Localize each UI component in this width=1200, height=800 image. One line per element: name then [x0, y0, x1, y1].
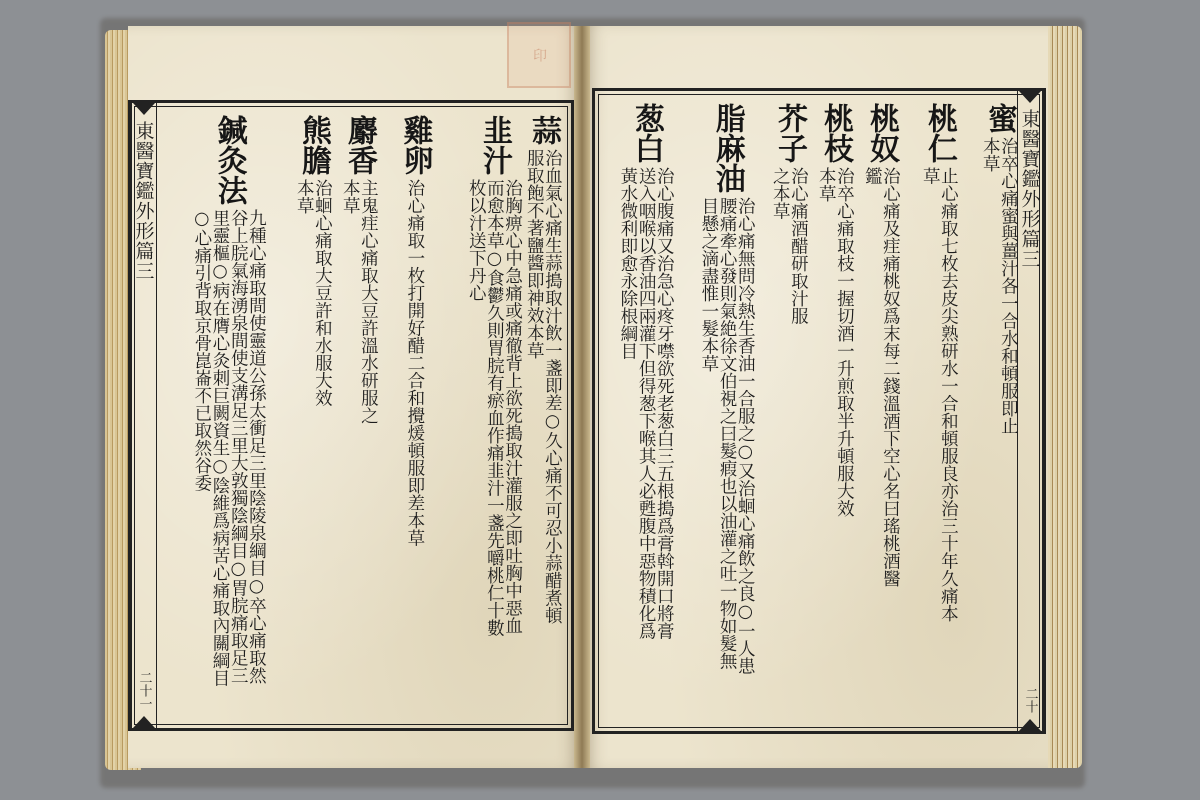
left-running-title: 東醫寶鑑外形篇三 — [132, 121, 155, 281]
entry-text: 治血氣心痛生蒜搗取汁飲一盞即差○久心痛不可忍小蒜醋煮頓服取飽不著鹽醬即神效本草 — [524, 149, 563, 624]
book-gutter — [574, 26, 590, 768]
entry-heading: 雞卵 — [397, 115, 433, 175]
entry-text: 治心痛無問冷熱生香油一合服之○又治蛔心痛飲之良○一人患腰痛牽心發則氣絶徐文伯視之曰髮瘕也以油灌之吐一物如髮無目懸之滴盡惟一髮本草 — [698, 197, 756, 675]
entry-column — [467, 115, 522, 649]
entry-column — [863, 103, 899, 587]
entry-text: 治蛔心痛取大豆許和水服大效本草 — [294, 179, 333, 407]
entry-text: 治心腹痛又治急心疼牙噤欲死老葱白三五根搗爲膏斡開口將膏送入咽喉以香油四兩灌下但得葱下喉其人必甦腹中惡物積化爲黃水微利即愈永除根綱目 — [617, 167, 675, 640]
right-page-number: 二十 — [1022, 687, 1038, 713]
left-page-frame — [128, 100, 574, 731]
fishtail-mark — [133, 103, 155, 115]
fishtail-mark — [1019, 719, 1041, 731]
right-running-title: 東醫寶鑑外形篇三 — [1018, 109, 1041, 269]
entry-column — [525, 115, 561, 629]
entry-heading: 鍼灸法 — [211, 115, 247, 205]
entry-heading: 芥子 — [771, 103, 807, 163]
entry-column — [399, 115, 431, 599]
entry-text: 治心痛酒醋研取汁服之本草 — [770, 167, 809, 325]
entry-column — [771, 103, 807, 327]
entry-heading: 葱白 — [628, 103, 664, 163]
entry-heading: 蒜 — [525, 115, 561, 145]
entry-column — [817, 103, 853, 527]
entry-heading: 脂麻油 — [709, 103, 745, 193]
entry-heading: 桃枝 — [817, 103, 853, 163]
left-page-number: 二十一 — [136, 671, 152, 710]
entry-heading: 韭汁 — [477, 115, 513, 175]
entry-column — [165, 115, 293, 689]
library-seal: 印 — [507, 22, 571, 88]
entry-column — [607, 103, 685, 647]
entry-text: 九種心痛取間使靈道公孫太衝足三里陰陵泉綱目○卒心痛取然谷上脘氣海湧泉間使支溝足三里大敦獨陰綱目○胃脘痛取足三里靈樞○病在膺心灸刺巨闕資生○陰維爲病苦心痛取內關綱目○心痛引背取京骨崑崙不已取然谷委 — [191, 209, 267, 687]
entry-text: 治卒心痛蜜與薑汁各一合水和頓服即止本草 — [980, 137, 1019, 435]
entry-column — [921, 103, 957, 627]
entry-text: 治心痛及疰痛桃奴爲末每二錢溫酒下空心名曰瑤桃酒醫鑑 — [862, 167, 901, 587]
entry-text: 治卒心痛取枝一握切酒一升煎取半升頓服大效本草 — [816, 167, 855, 517]
fishtail-mark — [133, 716, 155, 728]
entry-heading: 麝香 — [341, 115, 377, 175]
entry-column — [981, 103, 1017, 437]
entry-text: 治心痛取一枚打開好醋二合和攪煖頓服即差本草 — [404, 179, 425, 547]
right-page-frame — [592, 88, 1046, 734]
entry-column — [687, 103, 767, 677]
entry-heading: 熊膽 — [295, 115, 331, 175]
entry-text: 主鬼疰心痛取大豆許溫水研服之本草 — [340, 179, 379, 424]
entry-text: 治胸痹心中急痛或痛徹背上欲死搗取汁灌服之即吐胸中惡血而愈本草○食鬱久則胃脘有瘀血作痛韭汁一盞先嚼桃仁十數枚以汁送下丹心 — [466, 179, 523, 637]
left-center-strip — [131, 103, 157, 728]
entry-heading: 蜜 — [981, 103, 1017, 133]
entry-text: 止心痛取七枚去皮尖熟研水一合和頓服良亦治三十年久痛本草 — [920, 167, 959, 622]
fishtail-mark — [1019, 91, 1041, 103]
entry-heading: 桃奴 — [863, 103, 899, 163]
entry-column — [295, 115, 331, 409]
entry-column — [341, 115, 377, 439]
entry-heading: 桃仁 — [921, 103, 957, 163]
right-center-strip — [1017, 91, 1043, 731]
